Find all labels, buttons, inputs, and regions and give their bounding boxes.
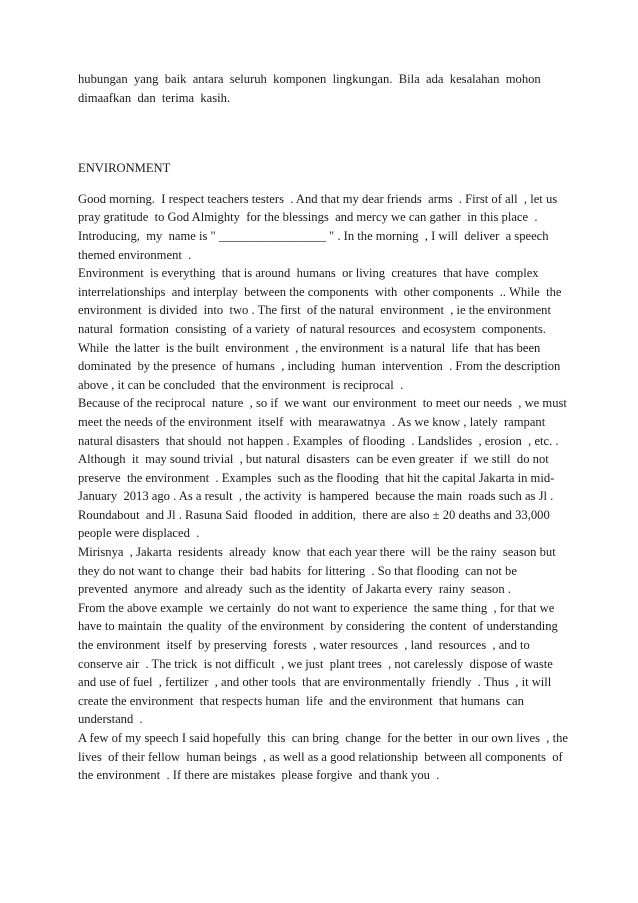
body-line: natural formation consisting of a variety of natural resources and ecosystem components. xyxy=(78,321,546,336)
intro-paragraph xyxy=(78,70,568,107)
body-line: lives of their fellow human beings , as well as a good relationship between all components of xyxy=(78,749,563,764)
section-heading: ENVIRONMENT xyxy=(78,161,171,176)
body-line: Although it may sound trivial , but natural disasters can be even greater if we still do not xyxy=(78,452,549,467)
body-line: A few of my speech I said hopefully this can bring change for the better in our own lives , the xyxy=(78,731,568,745)
body-line: themed environment . xyxy=(78,247,192,262)
body-line: people were displaced . xyxy=(78,526,200,541)
body-line: Because of the reciprocal nature , so if we want our environment to meet our needs , we must xyxy=(78,396,567,411)
body-line: interrelationships and interplay between the components with other components .. While the xyxy=(78,284,562,299)
body-line: conserve air . The trick is not difficult , we just plant trees , not carelessly dispose of waste xyxy=(78,656,553,671)
body-line: meet the needs of the environment itself with mearawatnya . As we know , lately rampant xyxy=(78,414,546,429)
body-line: Mirisnya , Jakarta residents already know that each year there will be the rainy season but xyxy=(78,545,556,560)
body-line: Environment is everything that is around humans or living creatures that have complex xyxy=(78,266,539,281)
body-line: preserve the environment . Examples such as the flooding that hit the capital Jakarta in mid- xyxy=(78,470,555,485)
body-line: above , it can be concluded that the environment is reciprocal . xyxy=(78,377,404,392)
body-line: environment is divided into two . The first of the natural environment , ie the environment xyxy=(78,303,551,318)
body-line: and use of fuel , fertilizer , and other tools that are environmentally friendly . Thus , it will xyxy=(78,675,552,690)
body-line: they do not want to change their bad habits for littering . So that flooding can not be xyxy=(78,563,517,578)
body-line: the environment . If there are mistakes please forgive and thank you . xyxy=(78,768,440,783)
body-line: Introducing, my name is " _________________ " . In the morning , I will deliver a speech xyxy=(78,228,549,243)
body-line: natural disasters that should not happen . Examples of flooding . Landslides , erosion , etc. . xyxy=(78,433,559,448)
body-line: Good morning. I respect teachers testers . And that my dear friends arms . First of all , let us xyxy=(78,191,558,206)
body-line: have to maintain the quality of the environment by considering the content of understanding xyxy=(78,619,558,634)
body-line: dominated by the presence of humans , including human intervention . From the description xyxy=(78,359,561,374)
section-heading-block xyxy=(78,159,568,178)
body-line: Roundabout and Jl . Rasuna Said flooded in addition, there are also ± 20 deaths and 33,000 xyxy=(78,507,550,522)
body-line: create the environment that respects human life and the environment that humans can xyxy=(78,693,524,708)
body-line: From the above example we certainly do not want to experience the same thing , for that we xyxy=(78,600,555,615)
body-line: the environment itself by preserving forests , water resources , land resources , and to xyxy=(78,638,530,653)
body-line: January 2013 ago . As a result , the activity is hampered because the main roads such as Jl . xyxy=(78,489,554,504)
speech-body xyxy=(78,190,568,785)
body-line: understand . xyxy=(78,712,143,727)
body-line: prevented anymore and already such as the identity of Jakarta every rainy season . xyxy=(78,582,511,597)
intro-line: dimaafkan dan terima kasih. xyxy=(78,90,231,105)
body-line: While the latter is the built environment , the environment is a natural life that has been xyxy=(78,340,541,355)
body-line: pray gratitude to God Almighty for the blessings and mercy we can gather in this place . xyxy=(78,210,538,225)
intro-line: hubungan yang baik antara seluruh komponen lingkungan. Bila ada kesalahan mohon xyxy=(78,72,541,86)
document-page xyxy=(78,70,568,785)
